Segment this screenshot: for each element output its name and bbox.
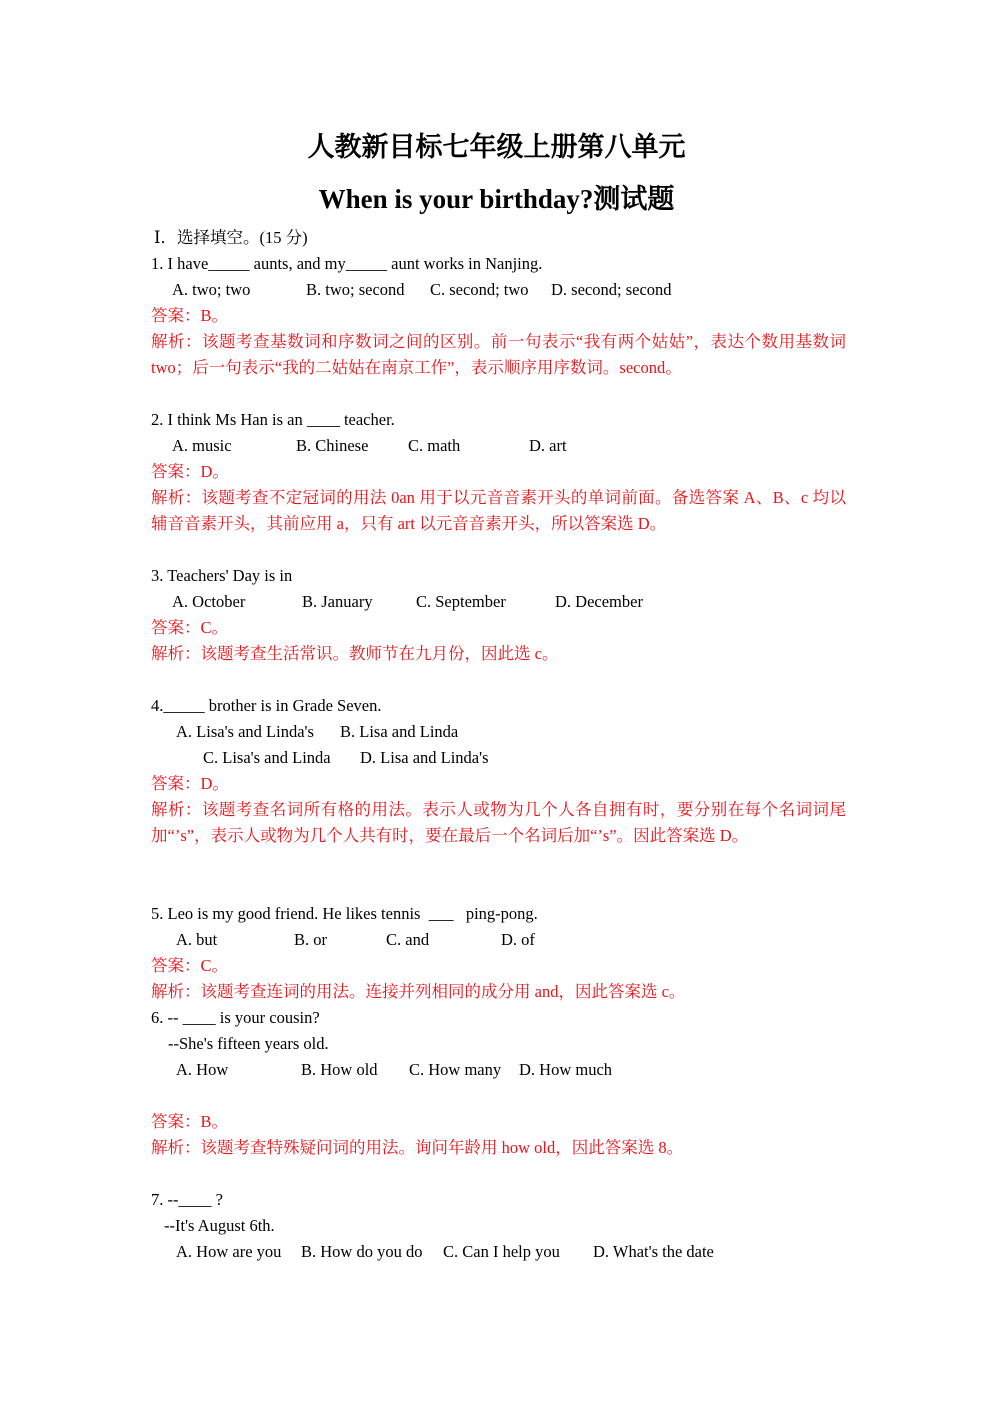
question-4-answer: 答案：D。 [151, 774, 229, 793]
question-1-answer: 答案：B。 [151, 306, 229, 325]
question-7-option-b: B. How do you do [301, 1242, 423, 1261]
question-5-option-b: B. or [294, 930, 327, 949]
question-5-option-a: A. but [176, 930, 218, 949]
question-3-option-c: C. September [416, 592, 506, 611]
question-6-option-b: B. How old [301, 1060, 378, 1079]
question-6-analysis: 解析：该题考查特殊疑问词的用法。询问年龄用 how old，因此答案选 8。 [151, 1138, 684, 1157]
question-5-option-d: D. of [501, 930, 535, 949]
question-3-stem: 3. Teachers' Day is in [151, 566, 293, 585]
question-2-answer: 答案：D。 [151, 462, 229, 481]
question-5-stem: 5. Leo is my good friend. He likes tennis ___ ping-pong. [151, 904, 538, 923]
question-1-option-b: B. two; second [306, 280, 405, 299]
question-7-reply: --It's August 6th. [164, 1216, 275, 1235]
question-1-analysis: 解析：该题考查基数词和序数词之间的区别。前一句表示“我有两个姑姑”，表达个数用基数词two；后一句表示“我的二姑姑在南京工作”，表示顺序用序数词。second。 [151, 332, 846, 377]
question-4-option-a: A. Lisa's and Linda's [176, 722, 314, 741]
question-1-stem: 1. I have_____ aunts, and my_____ aunt works in Nanjing. [151, 254, 543, 273]
page-title: 人教新目标七年级上册第八单元 [307, 132, 686, 162]
question-4-analysis: 解析：该题考查名词所有格的用法。表示人或物为几个人各自拥有时，要分别在每个名词词尾加“’s”，表示人或物为几个人共有时，要在最后一个名词后加“’s”。因此答案选 D。 [151, 800, 846, 845]
question-3-answer: 答案：C。 [151, 618, 229, 637]
question-1-option-c: C. second; two [430, 280, 529, 299]
question-3-option-a: A. October [172, 592, 246, 611]
question-4-stem: 4._____ brother is in Grade Seven. [151, 696, 382, 715]
question-3-option-b: B. January [302, 592, 373, 611]
question-6-answer: 答案：B。 [151, 1112, 229, 1131]
question-2-stem: 2. I think Ms Han is an ____ teacher. [151, 410, 395, 429]
question-6-reply: --She's fifteen years old. [168, 1034, 329, 1053]
question-4-option-b: B. Lisa and Linda [340, 722, 459, 741]
question-6-option-d: D. How much [519, 1060, 613, 1079]
question-5-answer: 答案：C。 [151, 956, 229, 975]
question-6-stem: 6. -- ____ is your cousin? [151, 1008, 320, 1027]
question-7-stem: 7. --____ ? [151, 1190, 223, 1209]
question-6-option-c: C. How many [409, 1060, 502, 1079]
question-3-option-d: D. December [555, 592, 643, 611]
question-5-option-c: C. and [386, 930, 430, 949]
question-2-option-d: D. art [529, 436, 567, 455]
question-3-analysis: 解析：该题考查生活常识。教师节在九月份，因此选 c。 [151, 644, 559, 663]
question-6-option-a: A. How [176, 1060, 229, 1079]
question-4-option-c: C. Lisa's and Linda [203, 748, 331, 767]
question-7-option-c: C. Can I help you [443, 1242, 560, 1261]
question-1-option-a: A. two; two [172, 280, 251, 299]
question-7-option-a: A. How are you [176, 1242, 282, 1261]
question-4-option-d: D. Lisa and Linda's [360, 748, 489, 767]
question-2-option-c: C. math [408, 436, 461, 455]
page-subtitle: When is your birthday?测试题 [318, 184, 675, 214]
question-2-option-a: A. music [172, 436, 232, 455]
question-2-option-b: B. Chinese [296, 436, 369, 455]
question-7-option-d: D. What's the date [593, 1242, 714, 1261]
question-5-analysis: 解析：该题考查连词的用法。连接并列相同的成分用 and，因此答案选 c。 [151, 982, 686, 1001]
section-heading: Ⅰ．选择填空。(15 分) [154, 228, 308, 247]
question-2-analysis: 解析：该题考查不定冠词的用法 0an 用于以元音音素开头的单词前面。备选答案 A、B、c 均以辅音音素开头，其前应用 a，只有 art 以元音音素开头，所以答案选 D。 [151, 488, 846, 533]
question-1-option-d: D. second; second [551, 280, 672, 299]
